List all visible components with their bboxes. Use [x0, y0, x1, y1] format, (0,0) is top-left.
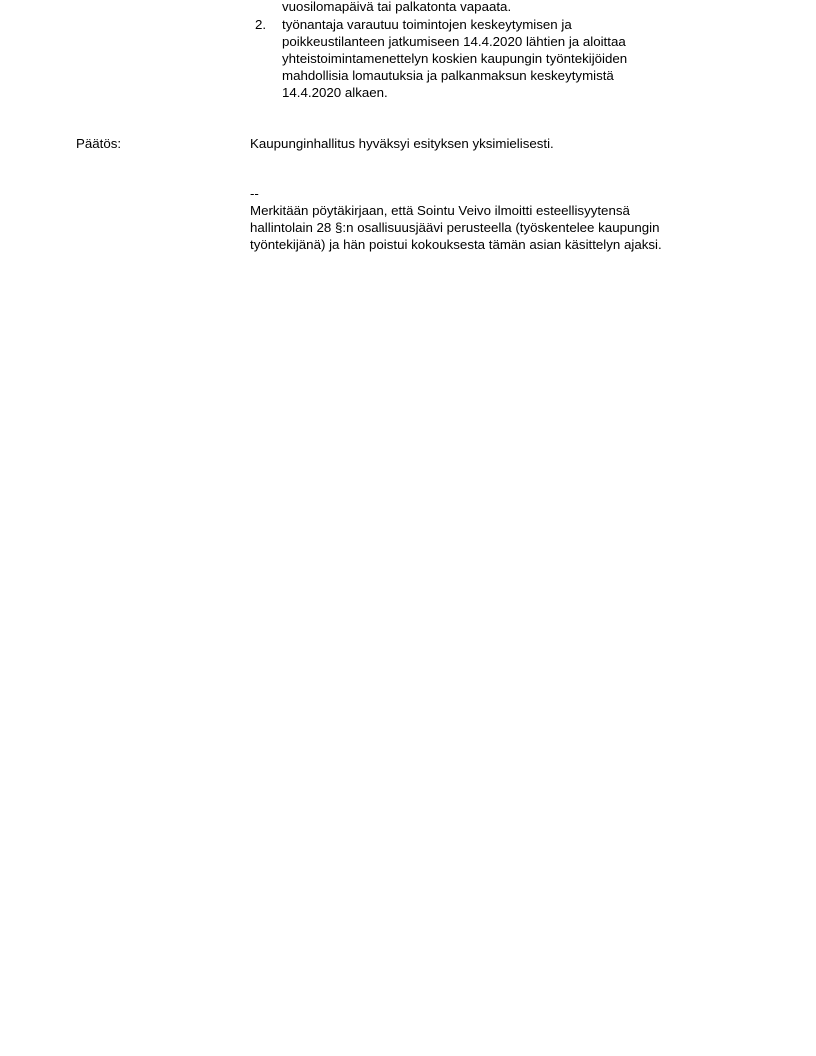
- note-line: hallintolain 28 §:n osallisuusjäävi perusteella (työskentelee kaupungin: [250, 220, 660, 235]
- list-item-1-tail: vuosilomapäivä tai palkatonta vapaata.: [282, 0, 512, 14]
- list-item-2-number: 2.: [255, 17, 267, 32]
- list-item-2-line: yhteistoimintamenettelyn koskien kaupungin työntekijöiden: [282, 51, 628, 66]
- note-line: työntekijänä) ja hän poistui kokouksesta tämän asian käsittelyn ajaksi.: [250, 237, 662, 252]
- list-item-2-line: työnantaja varautuu toimintojen keskeytymisen ja: [282, 17, 572, 32]
- list-item-2-line: mahdollisia lomautuksia ja palkanmaksun keskeytymistä: [282, 68, 614, 83]
- decision-label: Päätös:: [76, 136, 122, 151]
- decision-text: Kaupunginhallitus hyväksyi esityksen yksimielisesti.: [250, 136, 554, 151]
- note-separator: --: [250, 186, 259, 201]
- note-line: Merkitään pöytäkirjaan, että Sointu Veivo ilmoitti esteellisyytensä: [250, 203, 630, 218]
- list-item-2-line: poikkeustilanteen jatkumiseen 14.4.2020 lähtien ja aloittaa: [282, 34, 626, 49]
- list-item-2-line: 14.4.2020 alkaen.: [282, 85, 388, 100]
